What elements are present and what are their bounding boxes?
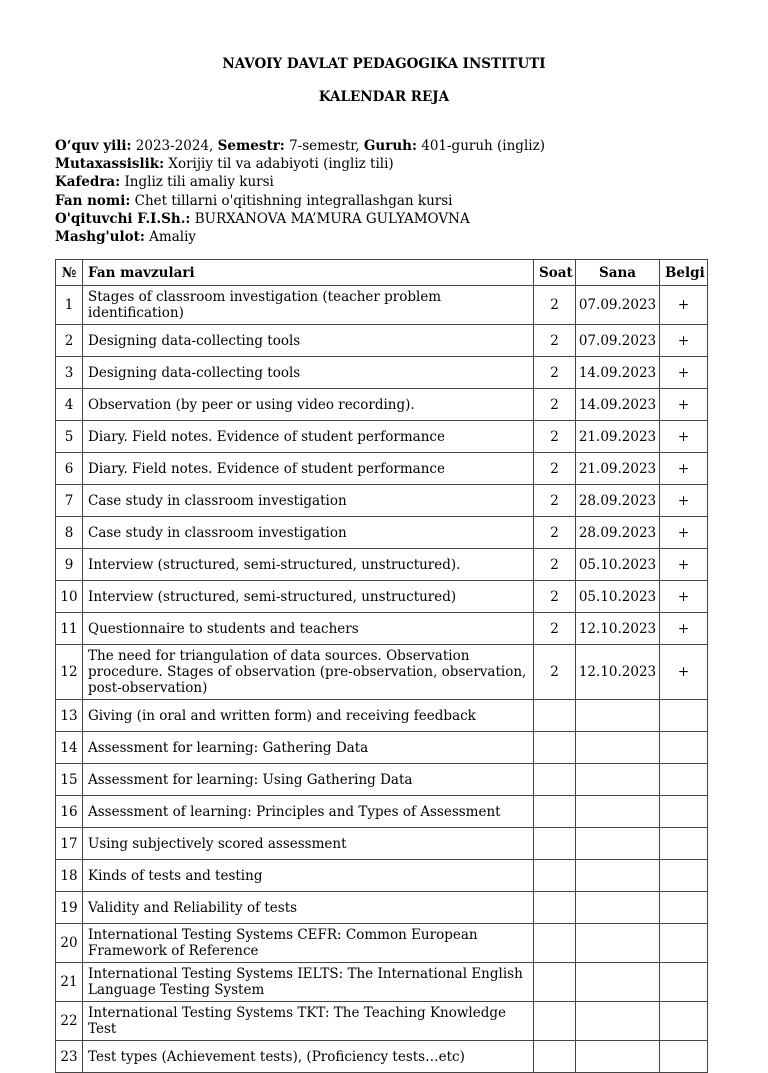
row-date-cell bbox=[576, 1002, 660, 1041]
row-number-cell: 6 bbox=[56, 453, 83, 485]
row-date-cell: 07.09.2023 bbox=[576, 325, 660, 357]
row-number-cell: 17 bbox=[56, 828, 83, 860]
table-row bbox=[56, 828, 708, 860]
row-topic-cell: Questionnaire to students and teachers bbox=[83, 613, 534, 645]
table-row bbox=[56, 924, 708, 963]
table-header-row bbox=[56, 260, 708, 286]
row-hours-cell bbox=[534, 1002, 576, 1041]
table-row bbox=[56, 860, 708, 892]
row-mark-cell: + bbox=[660, 549, 708, 581]
row-number-cell: 19 bbox=[56, 892, 83, 924]
row-topic-cell: Stages of classroom investigation (teacher problem identification) bbox=[83, 286, 534, 325]
table-row bbox=[56, 517, 708, 549]
row-mark-cell bbox=[660, 924, 708, 963]
row-date-cell bbox=[576, 828, 660, 860]
row-hours-cell: 2 bbox=[534, 613, 576, 645]
row-topic-cell: Using subjectively scored assessment bbox=[83, 828, 534, 860]
row-date-cell: 21.09.2023 bbox=[576, 421, 660, 453]
table-row bbox=[56, 613, 708, 645]
row-date-cell: 14.09.2023 bbox=[576, 357, 660, 389]
info-line-teacher bbox=[55, 210, 545, 228]
row-topic-cell: Case study in classroom investigation bbox=[83, 517, 534, 549]
subject-value: Chet tillarni o'qitishning integrallashgan kursi bbox=[130, 192, 453, 209]
row-date-cell bbox=[576, 860, 660, 892]
teacher-label: O'qituvchi F.I.Sh.: bbox=[55, 210, 191, 227]
row-number-cell: 20 bbox=[56, 924, 83, 963]
table-row bbox=[56, 732, 708, 764]
row-mark-cell bbox=[660, 700, 708, 732]
row-number-cell: 9 bbox=[56, 549, 83, 581]
row-date-cell: 14.09.2023 bbox=[576, 389, 660, 421]
row-date-cell bbox=[576, 892, 660, 924]
row-hours-cell: 2 bbox=[534, 357, 576, 389]
row-date-cell bbox=[576, 963, 660, 1002]
lesson-value: Amaliy bbox=[144, 229, 197, 246]
info-line-subject bbox=[55, 192, 545, 210]
row-topic-cell: International Testing Systems CEFR: Common European Framework of Reference bbox=[83, 924, 534, 963]
table-row bbox=[56, 581, 708, 613]
row-hours-cell: 2 bbox=[534, 549, 576, 581]
row-hours-cell bbox=[534, 700, 576, 732]
row-date-cell: 21.09.2023 bbox=[576, 453, 660, 485]
document-title: KALENDAR REJA bbox=[318, 89, 450, 105]
department-value: Ingliz tili amaliy kursi bbox=[120, 174, 274, 191]
institution-title: NAVOIY DAVLAT PEDAGOGIKA INSTITUTI bbox=[222, 56, 546, 72]
group-label: Guruh: bbox=[363, 138, 417, 154]
row-mark-cell: + bbox=[660, 645, 708, 700]
row-mark-cell: + bbox=[660, 517, 708, 549]
row-date-cell: 07.09.2023 bbox=[576, 286, 660, 325]
row-date-cell bbox=[576, 924, 660, 963]
row-hours-cell bbox=[534, 860, 576, 892]
row-hours-cell: 2 bbox=[534, 286, 576, 325]
table-row bbox=[56, 700, 708, 732]
row-mark-cell bbox=[660, 1041, 708, 1073]
row-topic-cell: Case study in classroom investigation bbox=[83, 485, 534, 517]
row-hours-cell bbox=[534, 796, 576, 828]
row-date-cell: 05.10.2023 bbox=[576, 549, 660, 581]
table-row bbox=[56, 389, 708, 421]
table-row bbox=[56, 453, 708, 485]
row-topic-cell: The need for triangulation of data sources. Observation procedure. Stages of observation (pre-observation, observation, post-observation) bbox=[83, 645, 534, 700]
row-mark-cell: + bbox=[660, 581, 708, 613]
header-hours: Soat bbox=[534, 260, 576, 286]
row-topic-cell: Assessment for learning: Gathering Data bbox=[83, 732, 534, 764]
row-topic-cell: Diary. Field notes. Evidence of student performance bbox=[83, 421, 534, 453]
table-row bbox=[56, 796, 708, 828]
subject-label: Fan nomi: bbox=[55, 192, 131, 209]
table-row bbox=[56, 645, 708, 700]
group-value: 401-guruh (ingliz) bbox=[416, 138, 545, 154]
table-row bbox=[56, 286, 708, 325]
row-date-cell: 12.10.2023 bbox=[576, 645, 660, 700]
info-line-specialty bbox=[55, 155, 545, 173]
row-number-cell: 22 bbox=[56, 1002, 83, 1041]
semester-value: 7-semestr, bbox=[284, 138, 364, 154]
row-hours-cell: 2 bbox=[534, 517, 576, 549]
row-topic-cell: Diary. Field notes. Evidence of student performance bbox=[83, 453, 534, 485]
row-topic-cell: International Testing Systems TKT: The Teaching Knowledge Test bbox=[83, 1002, 534, 1041]
year-label: O‘quv yili: bbox=[55, 138, 132, 154]
row-mark-cell: + bbox=[660, 325, 708, 357]
lesson-label: Mashg'ulot: bbox=[55, 229, 145, 246]
row-hours-cell bbox=[534, 764, 576, 796]
table-row bbox=[56, 892, 708, 924]
table-row bbox=[56, 357, 708, 389]
row-topic-cell: Observation (by peer or using video recording). bbox=[83, 389, 534, 421]
row-number-cell: 15 bbox=[56, 764, 83, 796]
header-number: № bbox=[56, 260, 83, 286]
row-topic-cell: Designing data-collecting tools bbox=[83, 325, 534, 357]
row-hours-cell bbox=[534, 892, 576, 924]
row-date-cell: 28.09.2023 bbox=[576, 485, 660, 517]
row-date-cell: 28.09.2023 bbox=[576, 517, 660, 549]
row-number-cell: 8 bbox=[56, 517, 83, 549]
row-topic-cell: International Testing Systems IELTS: The International English Language Testing System bbox=[83, 963, 534, 1002]
table-row bbox=[56, 549, 708, 581]
teacher-value: BURXANOVA MA’MURA GULYAMOVNA bbox=[190, 210, 470, 227]
row-mark-cell bbox=[660, 1002, 708, 1041]
table-row bbox=[56, 764, 708, 796]
row-topic-cell: Assessment for learning: Using Gathering Data bbox=[83, 764, 534, 796]
row-hours-cell: 2 bbox=[534, 389, 576, 421]
info-line-year bbox=[55, 137, 545, 155]
row-number-cell: 2 bbox=[56, 325, 83, 357]
row-date-cell bbox=[576, 764, 660, 796]
row-hours-cell bbox=[534, 828, 576, 860]
row-number-cell: 16 bbox=[56, 796, 83, 828]
row-number-cell: 7 bbox=[56, 485, 83, 517]
row-mark-cell: + bbox=[660, 453, 708, 485]
row-mark-cell bbox=[660, 860, 708, 892]
row-hours-cell bbox=[534, 732, 576, 764]
row-date-cell bbox=[576, 732, 660, 764]
table-row bbox=[56, 421, 708, 453]
row-hours-cell: 2 bbox=[534, 485, 576, 517]
row-mark-cell bbox=[660, 732, 708, 764]
row-mark-cell: + bbox=[660, 389, 708, 421]
row-hours-cell: 2 bbox=[534, 453, 576, 485]
row-mark-cell bbox=[660, 892, 708, 924]
table-row bbox=[56, 1041, 708, 1073]
table-body bbox=[56, 286, 708, 1073]
row-number-cell: 18 bbox=[56, 860, 83, 892]
row-topic-cell: Interview (structured, semi-structured, unstructured) bbox=[83, 581, 534, 613]
course-info bbox=[55, 137, 545, 246]
row-number-cell: 12 bbox=[56, 645, 83, 700]
table-row bbox=[56, 485, 708, 517]
row-mark-cell: + bbox=[660, 613, 708, 645]
row-hours-cell: 2 bbox=[534, 581, 576, 613]
row-topic-cell: Giving (in oral and written form) and receiving feedback bbox=[83, 700, 534, 732]
row-topic-cell: Validity and Reliability of tests bbox=[83, 892, 534, 924]
table-row bbox=[56, 325, 708, 357]
row-number-cell: 4 bbox=[56, 389, 83, 421]
row-number-cell: 1 bbox=[56, 286, 83, 325]
calendar-plan-table bbox=[55, 259, 708, 1073]
row-number-cell: 14 bbox=[56, 732, 83, 764]
year-value: 2023-2024, bbox=[131, 138, 218, 154]
row-topic-cell: Assessment of learning: Principles and Types of Assessment bbox=[83, 796, 534, 828]
row-number-cell: 3 bbox=[56, 357, 83, 389]
row-mark-cell: + bbox=[660, 421, 708, 453]
row-number-cell: 21 bbox=[56, 963, 83, 1002]
row-number-cell: 23 bbox=[56, 1041, 83, 1073]
row-number-cell: 13 bbox=[56, 700, 83, 732]
row-mark-cell: + bbox=[660, 485, 708, 517]
header-mark: Belgi bbox=[660, 260, 708, 286]
row-mark-cell: + bbox=[660, 286, 708, 325]
specialty-value: Xorijiy til va adabiyoti (ingliz tili) bbox=[164, 156, 394, 173]
department-label: Kafedra: bbox=[55, 174, 121, 191]
row-hours-cell: 2 bbox=[534, 421, 576, 453]
row-topic-cell: Test types (Achievement tests), (Proficiency tests…etc) bbox=[83, 1041, 534, 1073]
table-row bbox=[56, 1002, 708, 1041]
row-date-cell: 12.10.2023 bbox=[576, 613, 660, 645]
semester-label: Semestr: bbox=[217, 138, 285, 154]
header-date: Sana bbox=[576, 260, 660, 286]
info-line-department bbox=[55, 173, 545, 191]
row-date-cell: 05.10.2023 bbox=[576, 581, 660, 613]
row-mark-cell bbox=[660, 764, 708, 796]
header-topics: Fan mavzulari bbox=[83, 260, 534, 286]
row-hours-cell bbox=[534, 963, 576, 1002]
row-topic-cell: Kinds of tests and testing bbox=[83, 860, 534, 892]
specialty-label: Mutaxassislik: bbox=[55, 156, 165, 173]
table-row bbox=[56, 963, 708, 1002]
row-mark-cell bbox=[660, 796, 708, 828]
row-mark-cell: + bbox=[660, 357, 708, 389]
info-line-lesson bbox=[55, 228, 545, 246]
row-number-cell: 5 bbox=[56, 421, 83, 453]
row-mark-cell bbox=[660, 963, 708, 1002]
row-date-cell bbox=[576, 1041, 660, 1073]
row-topic-cell: Interview (structured, semi-structured, unstructured). bbox=[83, 549, 534, 581]
row-hours-cell: 2 bbox=[534, 645, 576, 700]
row-number-cell: 10 bbox=[56, 581, 83, 613]
row-date-cell bbox=[576, 796, 660, 828]
row-mark-cell bbox=[660, 828, 708, 860]
row-hours-cell bbox=[534, 924, 576, 963]
row-date-cell bbox=[576, 700, 660, 732]
row-number-cell: 11 bbox=[56, 613, 83, 645]
row-hours-cell: 2 bbox=[534, 325, 576, 357]
row-hours-cell bbox=[534, 1041, 576, 1073]
row-topic-cell: Designing data-collecting tools bbox=[83, 357, 534, 389]
